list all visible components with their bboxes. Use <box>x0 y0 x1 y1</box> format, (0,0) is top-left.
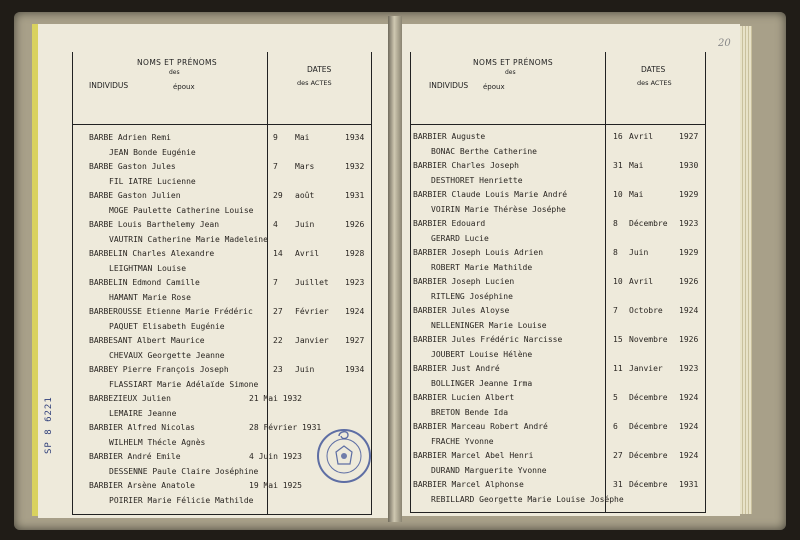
act-date-day: 8 <box>613 248 618 257</box>
wife-name: BONAC Berthe Catherine <box>431 146 537 156</box>
act-date-month: Mai <box>295 133 310 142</box>
wife-name: FLASSIART Marie Adélaïde Simone <box>109 379 259 389</box>
act-date-day: 11 <box>613 364 623 373</box>
act-date-day: 31 <box>613 161 623 170</box>
header-epoux: époux <box>483 83 505 91</box>
act-date: 4 Juin 1923 <box>249 452 302 461</box>
act-date-year: 1927 <box>679 132 699 141</box>
husband-name: BARBELIN Edmond Camille <box>89 278 200 287</box>
act-date-year: 1927 <box>345 336 365 345</box>
act-date-month: Janvier <box>629 364 663 373</box>
header-rule <box>73 124 371 125</box>
husband-name: BARBIER Marceau Robert André <box>413 422 548 431</box>
wife-name: LEIGHTMAN Louise <box>109 263 187 273</box>
act-date-day: 5 <box>613 393 618 402</box>
left-page <box>38 24 388 518</box>
header-individus: INDIVIDUS <box>429 81 469 90</box>
act-date-month: Juin <box>295 365 315 374</box>
act-date-day: 7 <box>273 278 278 287</box>
act-date-month: Décembre <box>629 219 668 228</box>
husband-name: BARBIER Auguste <box>413 132 486 141</box>
act-date-month: Janvier <box>295 336 329 345</box>
husband-name: BARBEZIEUX Julien <box>89 394 171 403</box>
act-date-year: 1924 <box>679 451 699 460</box>
header-individus: INDIVIDUS <box>89 81 129 90</box>
act-date-year: 1924 <box>345 307 365 316</box>
husband-name: BARBESANT Albert Maurice <box>89 336 205 345</box>
wife-name: NELLENINGER Marie Louise <box>431 320 547 330</box>
act-date-year: 1934 <box>345 133 365 142</box>
husband-name: BARBIER Arsène Anatole <box>89 481 195 490</box>
act-date-year: 1924 <box>679 306 699 315</box>
wife-name: JOUBERT Louise Hélène <box>431 349 533 359</box>
act-date-year: 1928 <box>345 249 365 258</box>
act-date-day: 10 <box>613 277 623 286</box>
husband-name: BARBE Gaston Julien <box>89 191 181 200</box>
wife-name: VOIRIN Marie Thérèse Joséphe <box>431 204 566 214</box>
act-date-year: 1929 <box>679 190 699 199</box>
act-date-day: 4 <box>273 220 278 229</box>
act-date-day: 27 <box>273 307 283 316</box>
wife-name: GERARD Lucie <box>431 233 489 243</box>
husband-name: BARBE Louis Barthelemy Jean <box>89 220 220 229</box>
act-date-day: 27 <box>613 451 623 460</box>
act-date-month: Novembre <box>629 335 668 344</box>
header-epoux: époux <box>173 83 195 91</box>
header-des-actes: des ACTES <box>297 79 332 87</box>
act-date-month: Mai <box>629 190 644 199</box>
husband-name: BARBIER Joseph Louis Adrien <box>413 248 544 257</box>
wife-name: ROBERT Marie Mathilde <box>431 262 533 272</box>
book-spine <box>388 16 402 522</box>
act-date: 28 Février 1931 <box>249 423 322 432</box>
act-date-day: 10 <box>613 190 623 199</box>
act-date-year: 1923 <box>679 364 699 373</box>
act-date-day: 9 <box>273 133 278 142</box>
act-date: 19 Mai 1925 <box>249 481 302 490</box>
act-date-month: août <box>295 191 315 200</box>
act-date-year: 1926 <box>345 220 365 229</box>
header-rule <box>411 124 705 125</box>
column-rule <box>605 52 606 512</box>
husband-name: BARBIER Lucien Albert <box>413 393 515 402</box>
act-date-month: Décembre <box>629 451 668 460</box>
act-date-day: 31 <box>613 480 623 489</box>
right-register-table <box>410 52 706 513</box>
act-date-month: Décembre <box>629 480 668 489</box>
act-date-month: Décembre <box>629 393 668 402</box>
header-des-actes: des ACTES <box>637 79 672 87</box>
act-date-month: Juillet <box>295 278 329 287</box>
wife-name: POIRIER Marie Félicie Mathilde <box>109 495 254 505</box>
act-date-month: Avril <box>629 277 654 286</box>
wife-name: DURAND Marguerite Yvonne <box>431 465 547 475</box>
act-date-day: 7 <box>613 306 618 315</box>
header-des: des <box>505 69 516 76</box>
husband-name: BARBIER Alfred Nicolas <box>89 423 195 432</box>
wife-name: JEAN Bonde Eugénie <box>109 147 196 157</box>
act-date-month: Octobre <box>629 306 663 315</box>
act-date-month: Juin <box>629 248 649 257</box>
act-date-year: 1930 <box>679 161 699 170</box>
column-rule <box>267 52 268 514</box>
act-date-month: Décembre <box>629 422 668 431</box>
header-des: des <box>169 69 180 76</box>
header-dates: DATES <box>641 65 666 74</box>
act-date-day: 14 <box>273 249 283 258</box>
shelfmark: SP 8 6221 <box>44 396 54 454</box>
wife-name: PAQUET Elisabeth Eugénie <box>109 321 225 331</box>
act-date-year: 1932 <box>345 162 365 171</box>
husband-name: BARBIER André Emile <box>89 452 181 461</box>
act-date-day: 8 <box>613 219 618 228</box>
act-date-day: 23 <box>273 365 283 374</box>
wife-name: FIL IATRE Lucienne <box>109 176 196 186</box>
husband-name: BARBIER Joseph Lucien <box>413 277 515 286</box>
folio-number-stamp <box>336 428 352 442</box>
wife-name: FRACHE Yvonne <box>431 436 494 446</box>
husband-name: BARBIER Claude Louis Marie André <box>413 190 568 199</box>
husband-name: BARBIER Marcel Abel Henri <box>413 451 534 460</box>
act-date-month: Mai <box>629 161 644 170</box>
husband-name: BARBELIN Charles Alexandre <box>89 249 215 258</box>
wife-name: WILHELM Thécle Agnès <box>109 437 206 447</box>
act-date-year: 1929 <box>679 248 699 257</box>
page-number: 20 <box>718 38 731 49</box>
header-dates: DATES <box>307 65 332 74</box>
wife-name: DESSENNE Paule Claire Joséphine <box>109 466 259 476</box>
wife-name: MOGE Paulette Catherine Louise <box>109 205 254 215</box>
act-date-year: 1924 <box>679 422 699 431</box>
wife-name: DESTHORET Henriette <box>431 175 523 185</box>
act-date-day: 22 <box>273 336 283 345</box>
husband-name: BARBEY Pierre François Joseph <box>89 365 229 374</box>
wife-name: CHEVAUX Georgette Jeanne <box>109 350 225 360</box>
act-date-year: 1923 <box>345 278 365 287</box>
act-date-day: 6 <box>613 422 618 431</box>
wife-name: RITLENG Joséphine <box>431 291 513 301</box>
act-date-day: 7 <box>273 162 278 171</box>
act-date-month: Avril <box>629 132 654 141</box>
wife-name: LEMAIRE Jeanne <box>109 408 177 418</box>
act-date-year: 1926 <box>679 335 699 344</box>
act-date-year: 1934 <box>345 365 365 374</box>
right-page-stack <box>740 26 752 514</box>
wife-name: VAUTRIN Catherine Marie Madeleine <box>109 234 268 244</box>
act-date-year: 1923 <box>679 219 699 228</box>
act-date-year: 1926 <box>679 277 699 286</box>
husband-name: BARBIER Jules Frédéric Narcisse <box>413 335 563 344</box>
husband-name: BARBIER Edouard <box>413 219 486 228</box>
husband-name: BARBE Gaston Jules <box>89 162 176 171</box>
act-date-day: 29 <box>273 191 283 200</box>
husband-name: BARBE Adrien Remi <box>89 133 171 142</box>
wife-name: REBILLARD Georgette Marie Louise Joséphe <box>431 494 624 504</box>
act-date-month: Avril <box>295 249 320 258</box>
act-date-day: 15 <box>613 335 623 344</box>
act-date-year: 1931 <box>345 191 365 200</box>
header-names: NOMS ET PRÉNOMS <box>137 58 218 67</box>
wife-name: HAMANT Marie Rose <box>109 292 191 302</box>
act-date: 21 Mai 1932 <box>249 394 302 403</box>
husband-name: BARBIER Jules Aloyse <box>413 306 510 315</box>
act-date-day: 16 <box>613 132 623 141</box>
act-date-year: 1924 <box>679 393 699 402</box>
act-date-month: Mars <box>295 162 315 171</box>
act-date-month: Juin <box>295 220 315 229</box>
wife-name: BRETON Bende Ida <box>431 407 509 417</box>
husband-name: BARBIER Marcel Alphonse <box>413 480 524 489</box>
husband-name: BARBIER Just André <box>413 364 500 373</box>
husband-name: BARBEROUSSE Etienne Marie Frédéric <box>89 307 253 316</box>
act-date-year: 1931 <box>679 480 699 489</box>
header-names: NOMS ET PRÉNOMS <box>473 58 554 67</box>
husband-name: BARBIER Charles Joseph <box>413 161 519 170</box>
wife-name: BOLLINGER Jeanne Irma <box>431 378 533 388</box>
right-page <box>402 24 740 516</box>
act-date-month: Février <box>295 307 329 316</box>
